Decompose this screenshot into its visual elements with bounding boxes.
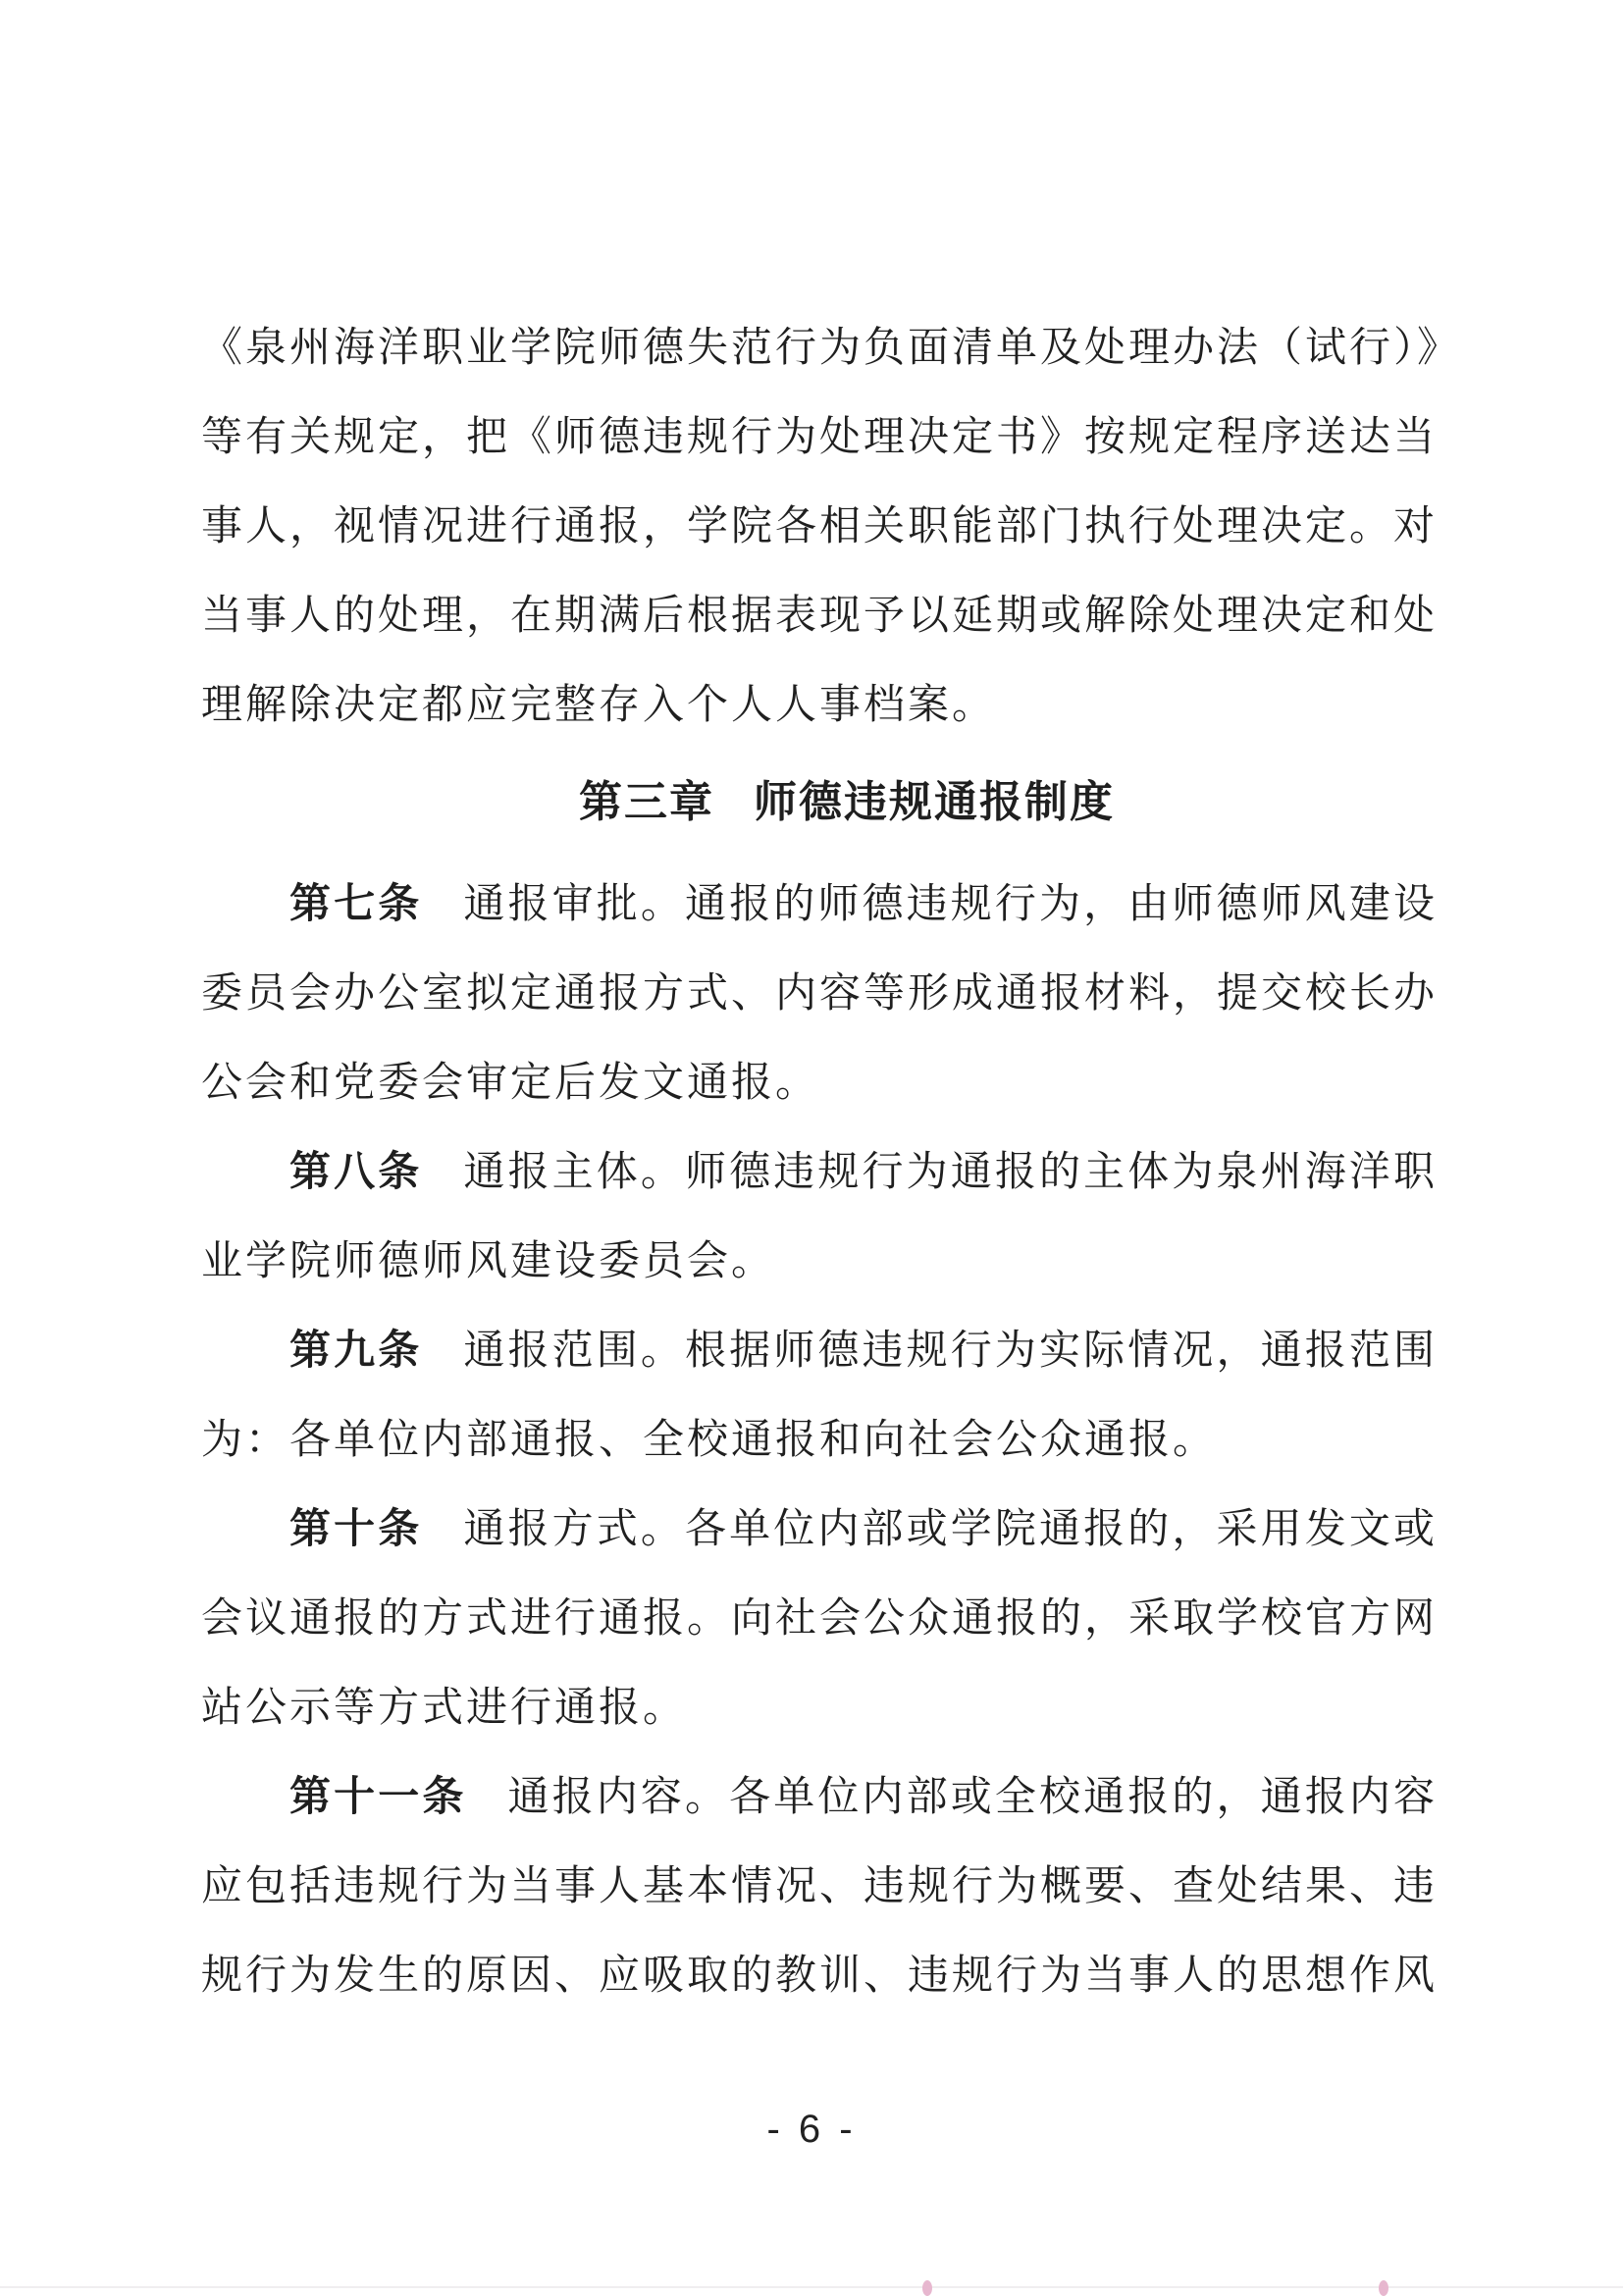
body-line: 为：各单位内部通报、全校通报和向社会公众通报。	[201, 1415, 1218, 1463]
article-10-first-line	[201, 1484, 1438, 1573]
body-line: 业学院师德师风建设委员会。	[201, 1236, 776, 1284]
body-line: 规行为发生的原因、应吸取的教训、违规行为当事人的思想作风	[201, 1951, 1439, 1999]
article-9-first-line	[201, 1305, 1438, 1394]
article-11-first-line	[201, 1751, 1438, 1841]
article-label: 第九条	[289, 1326, 423, 1374]
article-text: 通报方式。各单位内部或学院通报的，采用发文或	[463, 1504, 1438, 1552]
body-line: 应包括违规行为当事人基本情况、违规行为概要、查处结果、违	[201, 1861, 1439, 1909]
body-line: 当事人的处理，在期满后根据表现予以延期或解除处理决定和处	[201, 591, 1439, 639]
scan-artifact-mark	[922, 2280, 932, 2296]
article-7-first-line	[201, 859, 1438, 948]
body-line: 委员会办公室拟定通报方式、内容等形成通报材料，提交校长办	[201, 968, 1439, 1017]
article-label: 第十一条	[289, 1772, 467, 1820]
article-8-first-line	[201, 1126, 1438, 1216]
article-label: 第七条	[289, 879, 423, 927]
body-line: 公会和党委会审定后发文通报。	[201, 1058, 820, 1106]
chapter-heading	[229, 753, 1465, 853]
document-body	[201, 302, 1462, 2019]
article-text: 通报审批。通报的师德违规行为，由师德师风建设	[463, 879, 1438, 927]
article-text: 通报内容。各单位内部或全校通报的，通报内容	[507, 1772, 1438, 1820]
body-line: 会议通报的方式进行通报。向社会公众通报的，采取学校官方网	[201, 1593, 1439, 1642]
body-line: 《泉州海洋职业学院师德失范行为负面清单及处理办法（试行）》	[201, 323, 1462, 371]
chapter-number: 第三章	[579, 777, 714, 827]
article-text: 通报主体。师德违规行为通报的主体为泉州海洋职	[463, 1147, 1438, 1195]
article-label: 第八条	[289, 1147, 423, 1195]
article-text: 通报范围。根据师德违规行为实际情况，通报范围	[463, 1326, 1438, 1374]
body-line: 等有关规定，把《师德违规行为处理决定书》按规定程序送达当	[201, 412, 1439, 460]
chapter-title: 师德违规通报制度	[754, 777, 1115, 827]
page-number: - 6 -	[766, 2108, 857, 2151]
body-line: 站公示等方式进行通报。	[201, 1683, 688, 1731]
body-line: 理解除决定都应完整存入个人人事档案。	[201, 680, 997, 728]
article-label: 第十条	[289, 1504, 423, 1552]
scan-artifact-mark	[1379, 2280, 1388, 2296]
body-line: 事人，视情况进行通报，学院各相关职能部门执行处理决定。对	[201, 501, 1439, 549]
